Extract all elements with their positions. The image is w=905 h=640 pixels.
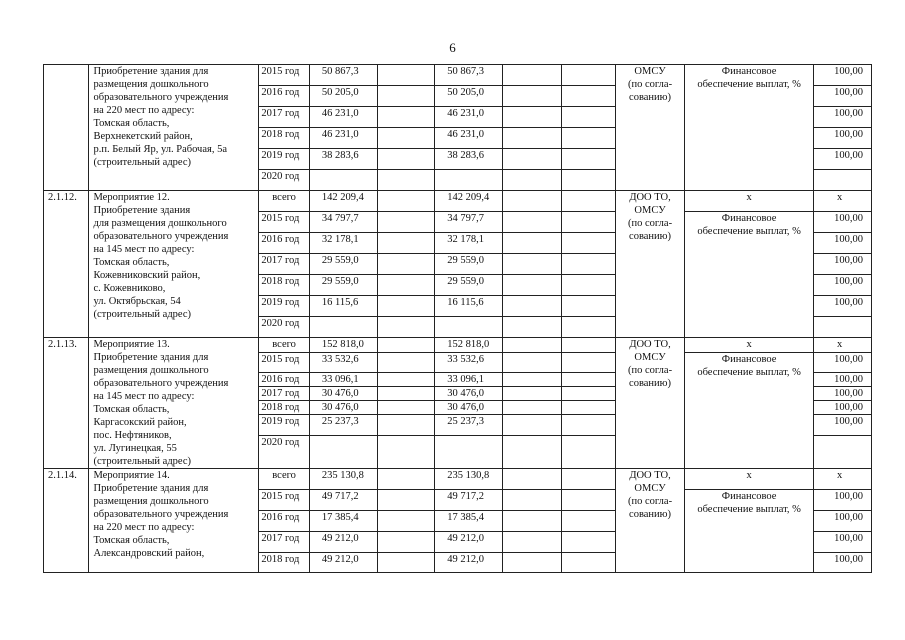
regional-budget-cell: 46 231,0 xyxy=(435,107,503,128)
year-cell: 2019 год xyxy=(259,149,310,170)
other-sources-cell xyxy=(561,296,616,317)
indicator-value-cell: 100,00 xyxy=(814,86,872,107)
federal-budget-cell xyxy=(377,415,435,436)
federal-budget-cell xyxy=(377,149,435,170)
federal-budget-cell xyxy=(377,65,435,86)
other-sources-cell xyxy=(561,553,616,573)
indicator-value-cell: 100,00 xyxy=(814,532,872,553)
local-budget-cell xyxy=(502,149,561,170)
page-number: 6 xyxy=(449,40,456,55)
local-budget-cell xyxy=(502,401,561,415)
federal-budget-cell xyxy=(377,338,435,353)
indicator-value-cell: 100,00 xyxy=(814,415,872,436)
regional-budget-cell: 30 476,0 xyxy=(435,387,503,401)
regional-budget-cell: 17 385,4 xyxy=(435,511,503,532)
total-amount-cell: 49 212,0 xyxy=(309,553,377,573)
other-sources-cell xyxy=(561,317,616,338)
indicator-value-cell: 100,00 xyxy=(814,65,872,86)
year-cell: 2020 год xyxy=(259,436,310,469)
activity-number: 2.1.13. xyxy=(44,338,89,469)
year-cell: 2017 год xyxy=(259,254,310,275)
executor-cell: ДОО ТО, ОМСУ (по согла- сованию) xyxy=(616,469,685,573)
federal-budget-cell xyxy=(377,469,435,490)
other-sources-cell xyxy=(561,387,616,401)
local-budget-cell xyxy=(502,436,561,469)
indicator-value-cell: 100,00 xyxy=(814,128,872,149)
other-sources-cell xyxy=(561,128,616,149)
indicator-value-cell: 100,00 xyxy=(814,511,872,532)
total-amount-cell: 29 559,0 xyxy=(309,254,377,275)
indicator-cell: х xyxy=(684,338,813,353)
federal-budget-cell xyxy=(377,553,435,573)
other-sources-cell xyxy=(561,436,616,469)
other-sources-cell xyxy=(561,254,616,275)
executor-cell: ОМСУ (по согла- сованию) xyxy=(616,65,685,191)
year-cell: 2017 год xyxy=(259,532,310,553)
total-amount-cell: 30 476,0 xyxy=(309,387,377,401)
regional-budget-cell: 34 797,7 xyxy=(435,212,503,233)
total-amount-cell: 17 385,4 xyxy=(309,511,377,532)
indicator-value-cell: х xyxy=(814,338,872,353)
total-amount-cell: 32 178,1 xyxy=(309,233,377,254)
local-budget-cell xyxy=(502,191,561,212)
activity-name: Мероприятие 13. Приобретение здания для размещения дошкольного образовательного учреждения на 145 мест по адресу: Томская область, Каргасокский район, пос. Нефтяников, ул. Лугинецкая, 55 (строительный адрес) xyxy=(89,338,259,469)
year-cell: 2018 год xyxy=(259,275,310,296)
year-cell: 2015 год xyxy=(259,490,310,511)
total-amount-cell: 50 205,0 xyxy=(309,86,377,107)
indicator-value-cell: 100,00 xyxy=(814,254,872,275)
local-budget-cell xyxy=(502,254,561,275)
executor-cell: ДОО ТО, ОМСУ (по согла- сованию) xyxy=(616,191,685,338)
federal-budget-cell xyxy=(377,511,435,532)
indicator-value-cell: 100,00 xyxy=(814,149,872,170)
total-amount-cell: 152 818,0 xyxy=(309,338,377,353)
activity-name: Приобретение здания для размещения дошкольного образовательного учреждения на 220 мест по адресу: Томская область, Верхнекетский район, р.п. Белый Яр, ул. Рабочая, 5а (строительный адрес) xyxy=(89,65,259,191)
year-cell: 2020 год xyxy=(259,317,310,338)
other-sources-cell xyxy=(561,149,616,170)
federal-budget-cell xyxy=(377,275,435,296)
other-sources-cell xyxy=(561,353,616,373)
other-sources-cell xyxy=(561,511,616,532)
regional-budget-cell: 16 115,6 xyxy=(435,296,503,317)
total-amount-cell: 49 212,0 xyxy=(309,532,377,553)
indicator-value-cell xyxy=(814,170,872,191)
federal-budget-cell xyxy=(377,436,435,469)
indicator-value-cell: 100,00 xyxy=(814,353,872,373)
regional-budget-cell: 49 212,0 xyxy=(435,532,503,553)
program-activities-table xyxy=(43,64,872,573)
local-budget-cell xyxy=(502,415,561,436)
other-sources-cell xyxy=(561,107,616,128)
regional-budget-cell: 30 476,0 xyxy=(435,401,503,415)
local-budget-cell xyxy=(502,128,561,149)
table-row xyxy=(44,65,872,86)
indicator-value-cell: х xyxy=(814,191,872,212)
federal-budget-cell xyxy=(377,353,435,373)
federal-budget-cell xyxy=(377,401,435,415)
total-amount-cell xyxy=(309,170,377,191)
local-budget-cell xyxy=(502,275,561,296)
year-cell: 2015 год xyxy=(259,65,310,86)
indicator-value-cell: 100,00 xyxy=(814,296,872,317)
table-total-row xyxy=(44,469,872,490)
activity-number: 2.1.12. xyxy=(44,191,89,338)
indicator-cell: Финансовое обеспечение выплат, % xyxy=(684,490,813,573)
total-amount-cell xyxy=(309,436,377,469)
year-cell: 2016 год xyxy=(259,86,310,107)
local-budget-cell xyxy=(502,317,561,338)
indicator-cell: Финансовое обеспечение выплат, % xyxy=(684,212,813,338)
other-sources-cell xyxy=(561,490,616,511)
indicator-value-cell: 100,00 xyxy=(814,233,872,254)
activity-number: 2.1.14. xyxy=(44,469,89,573)
local-budget-cell xyxy=(502,107,561,128)
other-sources-cell xyxy=(561,233,616,254)
federal-budget-cell xyxy=(377,387,435,401)
total-amount-cell: 46 231,0 xyxy=(309,128,377,149)
year-cell: всего xyxy=(259,469,310,490)
local-budget-cell xyxy=(502,353,561,373)
local-budget-cell xyxy=(502,511,561,532)
local-budget-cell xyxy=(502,233,561,254)
regional-budget-cell xyxy=(435,170,503,191)
total-amount-cell: 33 532,6 xyxy=(309,353,377,373)
regional-budget-cell: 29 559,0 xyxy=(435,254,503,275)
other-sources-cell xyxy=(561,86,616,107)
table-total-row xyxy=(44,191,872,212)
regional-budget-cell xyxy=(435,317,503,338)
other-sources-cell xyxy=(561,532,616,553)
regional-budget-cell: 32 178,1 xyxy=(435,233,503,254)
indicator-value-cell: 100,00 xyxy=(814,490,872,511)
other-sources-cell xyxy=(561,170,616,191)
federal-budget-cell xyxy=(377,170,435,191)
year-cell: 2017 год xyxy=(259,107,310,128)
total-amount-cell xyxy=(309,317,377,338)
federal-budget-cell xyxy=(377,490,435,511)
other-sources-cell xyxy=(561,401,616,415)
year-cell: всего xyxy=(259,191,310,212)
indicator-value-cell: 100,00 xyxy=(814,387,872,401)
other-sources-cell xyxy=(561,65,616,86)
indicator-cell: х xyxy=(684,191,813,212)
local-budget-cell xyxy=(502,532,561,553)
indicator-value-cell: х xyxy=(814,469,872,490)
federal-budget-cell xyxy=(377,254,435,275)
other-sources-cell xyxy=(561,212,616,233)
regional-budget-cell: 235 130,8 xyxy=(435,469,503,490)
total-amount-cell: 34 797,7 xyxy=(309,212,377,233)
federal-budget-cell xyxy=(377,212,435,233)
indicator-value-cell: 100,00 xyxy=(814,553,872,573)
year-cell: 2020 год xyxy=(259,170,310,191)
local-budget-cell xyxy=(502,387,561,401)
local-budget-cell xyxy=(502,338,561,353)
indicator-cell: Финансовое обеспечение выплат, % xyxy=(684,353,813,469)
year-cell: 2019 год xyxy=(259,415,310,436)
regional-budget-cell: 50 205,0 xyxy=(435,86,503,107)
federal-budget-cell xyxy=(377,191,435,212)
regional-budget-cell: 33 096,1 xyxy=(435,373,503,387)
year-cell: 2018 год xyxy=(259,553,310,573)
regional-budget-cell: 38 283,6 xyxy=(435,149,503,170)
federal-budget-cell xyxy=(377,296,435,317)
year-cell: 2016 год xyxy=(259,373,310,387)
table-total-row xyxy=(44,338,872,353)
total-amount-cell: 29 559,0 xyxy=(309,275,377,296)
regional-budget-cell: 49 717,2 xyxy=(435,490,503,511)
year-cell: 2015 год xyxy=(259,353,310,373)
local-budget-cell xyxy=(502,65,561,86)
total-amount-cell: 38 283,6 xyxy=(309,149,377,170)
local-budget-cell xyxy=(502,296,561,317)
activity-name: Мероприятие 12. Приобретение здания для размещения дошкольного образовательного учреждения на 145 мест по адресу: Томская область, Кожевниковский район, с. Кожевниково, ул. Октябрьская, 54 (строительный адрес) xyxy=(89,191,259,338)
year-cell: всего xyxy=(259,338,310,353)
federal-budget-cell xyxy=(377,317,435,338)
total-amount-cell: 25 237,3 xyxy=(309,415,377,436)
other-sources-cell xyxy=(561,415,616,436)
activity-name: Мероприятие 14. Приобретение здания для размещения дошкольного образовательного учреждения на 220 мест по адресу: Томская область, Александровский район, xyxy=(89,469,259,573)
local-budget-cell xyxy=(502,373,561,387)
regional-budget-cell: 33 532,6 xyxy=(435,353,503,373)
indicator-value-cell: 100,00 xyxy=(814,107,872,128)
regional-budget-cell: 50 867,3 xyxy=(435,65,503,86)
local-budget-cell xyxy=(502,469,561,490)
regional-budget-cell: 49 212,0 xyxy=(435,553,503,573)
executor-cell: ДОО ТО, ОМСУ (по согла- сованию) xyxy=(616,338,685,469)
year-cell: 2015 год xyxy=(259,212,310,233)
regional-budget-cell: 29 559,0 xyxy=(435,275,503,296)
total-amount-cell: 235 130,8 xyxy=(309,469,377,490)
local-budget-cell xyxy=(502,490,561,511)
total-amount-cell: 46 231,0 xyxy=(309,107,377,128)
total-amount-cell: 50 867,3 xyxy=(309,65,377,86)
total-amount-cell: 33 096,1 xyxy=(309,373,377,387)
federal-budget-cell xyxy=(377,532,435,553)
year-cell: 2016 год xyxy=(259,233,310,254)
year-cell: 2019 год xyxy=(259,296,310,317)
other-sources-cell xyxy=(561,338,616,353)
regional-budget-cell: 142 209,4 xyxy=(435,191,503,212)
activity-number xyxy=(44,65,89,191)
local-budget-cell xyxy=(502,212,561,233)
indicator-value-cell xyxy=(814,317,872,338)
indicator-value-cell: 100,00 xyxy=(814,275,872,296)
other-sources-cell xyxy=(561,191,616,212)
year-cell: 2018 год xyxy=(259,128,310,149)
indicator-value-cell: 100,00 xyxy=(814,373,872,387)
indicator-cell: Финансовое обеспечение выплат, % xyxy=(684,65,813,191)
year-cell: 2017 год xyxy=(259,387,310,401)
total-amount-cell: 142 209,4 xyxy=(309,191,377,212)
federal-budget-cell xyxy=(377,373,435,387)
other-sources-cell xyxy=(561,275,616,296)
indicator-value-cell: 100,00 xyxy=(814,212,872,233)
federal-budget-cell xyxy=(377,107,435,128)
federal-budget-cell xyxy=(377,233,435,254)
year-cell: 2016 год xyxy=(259,511,310,532)
indicator-cell: х xyxy=(684,469,813,490)
regional-budget-cell: 46 231,0 xyxy=(435,128,503,149)
regional-budget-cell xyxy=(435,436,503,469)
year-cell: 2018 год xyxy=(259,401,310,415)
other-sources-cell xyxy=(561,469,616,490)
total-amount-cell: 30 476,0 xyxy=(309,401,377,415)
federal-budget-cell xyxy=(377,86,435,107)
local-budget-cell xyxy=(502,553,561,573)
other-sources-cell xyxy=(561,373,616,387)
total-amount-cell: 16 115,6 xyxy=(309,296,377,317)
local-budget-cell xyxy=(502,86,561,107)
total-amount-cell: 49 717,2 xyxy=(309,490,377,511)
indicator-value-cell xyxy=(814,436,872,469)
local-budget-cell xyxy=(502,170,561,191)
federal-budget-cell xyxy=(377,128,435,149)
indicator-value-cell: 100,00 xyxy=(814,401,872,415)
regional-budget-cell: 25 237,3 xyxy=(435,415,503,436)
regional-budget-cell: 152 818,0 xyxy=(435,338,503,353)
